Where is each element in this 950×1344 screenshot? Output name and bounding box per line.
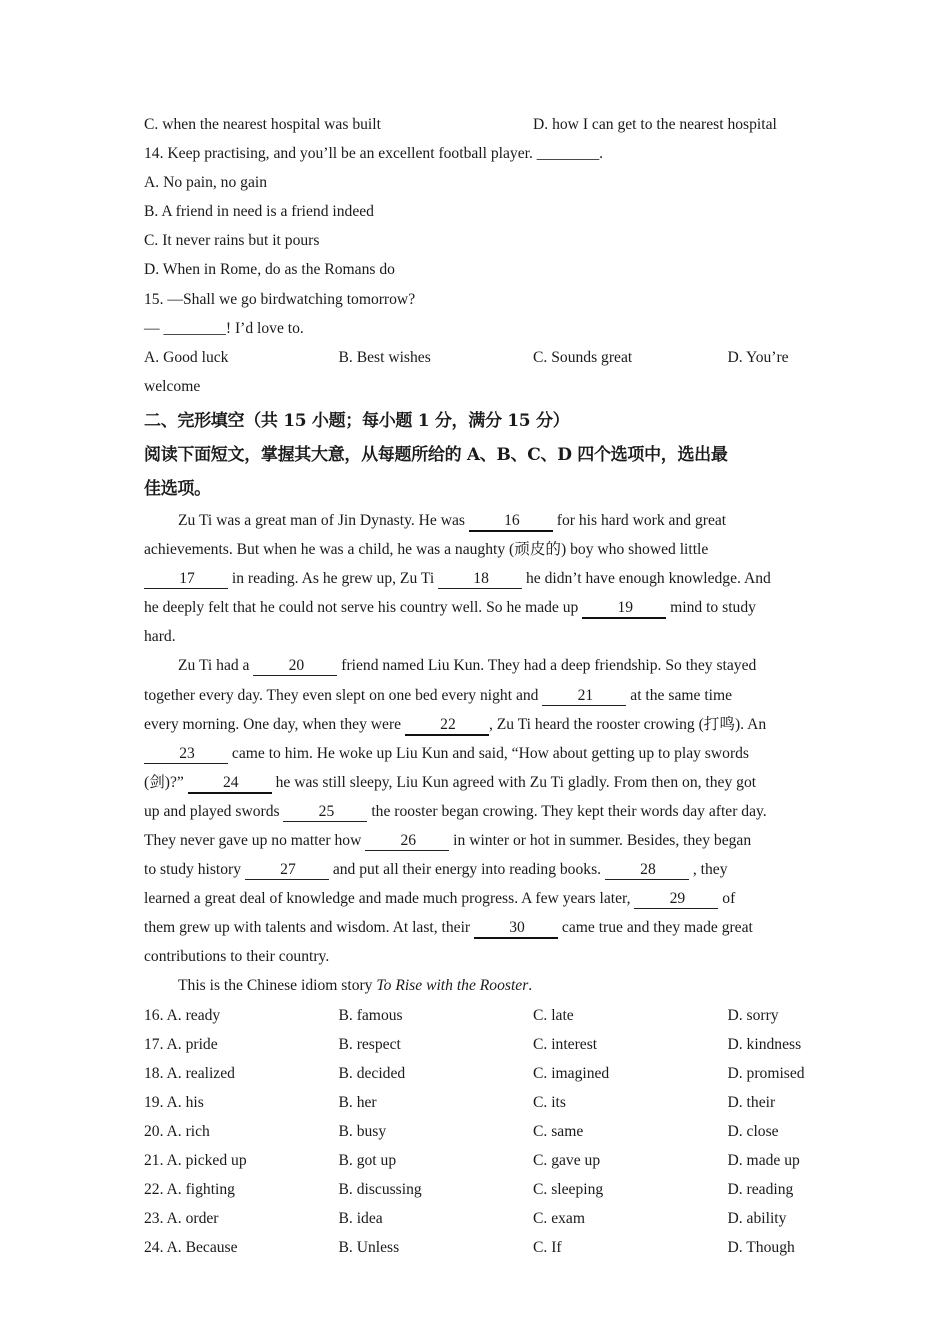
- question-21: [144, 1146, 812, 1175]
- passage-text: came to him. He woke up Liu Kun and said, “How about getting up to play swords: [228, 744, 749, 762]
- passage-line: [144, 739, 812, 768]
- question-19: [144, 1088, 812, 1117]
- section-instruction-cont: 佳选项。: [144, 478, 211, 499]
- passage-line: [144, 593, 812, 622]
- option-c: C. interest: [533, 1035, 598, 1053]
- option-a: 22. A. fighting: [144, 1181, 235, 1199]
- blank-30: 30: [474, 919, 558, 939]
- blank-19: 19: [582, 599, 666, 619]
- passage-paragraph: [144, 506, 812, 651]
- option-b: B. idea: [338, 1210, 383, 1228]
- option-c: C. its: [533, 1093, 566, 1111]
- passage-text: achievements. But when he was a child, he was a naughty (顽皮的) boy who showed little: [144, 541, 709, 559]
- passage-line: [144, 884, 812, 913]
- passage-line: [144, 971, 812, 1000]
- q14-stem: 14. Keep practising, and you’ll be an excellent football player. ________.: [144, 145, 604, 163]
- option-b: B. respect: [338, 1035, 401, 1053]
- passage-text: (剑)?”: [144, 773, 188, 791]
- passage-text: he didn’t have enough knowledge. And: [522, 570, 771, 588]
- blank-22: 22: [405, 716, 489, 736]
- option-d: D. sorry: [727, 1006, 779, 1024]
- option-d: D. Though: [727, 1239, 795, 1257]
- passage-text: , they: [688, 861, 728, 879]
- option-b: B. famous: [338, 1006, 403, 1024]
- q15-option-c: C. Sounds great: [533, 348, 633, 366]
- passage-text: .: [528, 977, 533, 995]
- passage-text: and put all their energy into reading books.: [328, 861, 605, 879]
- option-b: B. discussing: [338, 1181, 422, 1199]
- option-b: B. got up: [338, 1152, 397, 1169]
- option-a: 19. A. his: [144, 1093, 204, 1111]
- cloze-passage: [144, 506, 812, 1001]
- q15-reply: — ________! I’d love to.: [144, 319, 304, 337]
- question-20: [144, 1117, 812, 1146]
- option-a: 21. A. picked up: [144, 1152, 247, 1169]
- section-title: 二、完形填空（共 15 小题；每小题 1 分，满分 15 分）: [144, 410, 570, 431]
- passage-line: [144, 622, 812, 651]
- option-b: B. Unless: [338, 1239, 400, 1257]
- passage-text: up and played swords: [144, 802, 284, 820]
- passage-line: [144, 681, 812, 710]
- option-c: C. same: [533, 1122, 584, 1140]
- option-a: 18. A. realized: [144, 1064, 235, 1082]
- passage-text: together every day. They even slept on one bed every night and: [144, 686, 543, 704]
- blank-29: 29: [634, 890, 718, 909]
- section-instruction: 阅读下面短文，掌握其大意，从每题所给的 A、B、C、D 四个选项中，选出最: [144, 444, 728, 465]
- passage-text: in winter or hot in summer. Besides, they began: [449, 831, 752, 849]
- option-d: D. ability: [727, 1210, 787, 1228]
- passage-text: for his hard work and great: [552, 511, 727, 529]
- blank-20: 20: [253, 657, 337, 676]
- question-16: [144, 1001, 812, 1030]
- q14-option-c: C. It never rains but it pours: [144, 232, 320, 250]
- passage-text: he was still sleepy, Liu Kun agreed with Zu Ti gladly. From then on, they got: [271, 773, 757, 791]
- question-23: [144, 1204, 812, 1233]
- blank-24: 24: [188, 774, 272, 794]
- passage-text: in reading. As he grew up, Zu Ti: [228, 570, 439, 588]
- option-c: C. exam: [533, 1210, 585, 1228]
- option-d: D. kindness: [727, 1035, 802, 1053]
- passage-text: of: [718, 890, 736, 908]
- blank-21: 21: [542, 687, 626, 706]
- passage-text: he deeply felt that he could not serve his country well. So he made up: [144, 599, 583, 617]
- passage-text: mind to study: [666, 599, 756, 617]
- q14-option-b: B. A friend in need is a friend indeed: [144, 203, 374, 221]
- option-c: C. If: [533, 1239, 562, 1257]
- q13-option-d: D. how I can get to the nearest hospital: [533, 116, 777, 133]
- blank-23: 23: [144, 745, 228, 764]
- q15-option-d: D. You’re welcome: [144, 348, 789, 395]
- blank-25: 25: [283, 803, 367, 822]
- blank-26: 26: [365, 832, 449, 851]
- option-a: 17. A. pride: [144, 1035, 218, 1053]
- option-d: D. promised: [727, 1064, 805, 1082]
- passage-text: every morning. One day, when they were: [144, 715, 405, 733]
- question-22: [144, 1175, 812, 1204]
- passage-paragraph: [144, 971, 812, 1000]
- passage-text: at the same time: [626, 686, 733, 704]
- passage-line: [144, 855, 812, 884]
- option-b: B. decided: [338, 1064, 406, 1082]
- passage-line: [144, 768, 812, 797]
- q14-options: [144, 168, 812, 284]
- q15-option-a: A. Good luck: [144, 348, 229, 366]
- passage-text: This is the Chinese idiom story: [178, 977, 377, 995]
- passage-text: to study history: [144, 861, 245, 879]
- passage-line: [144, 535, 812, 564]
- passage-paragraph: [144, 651, 812, 971]
- option-d: D. close: [727, 1122, 779, 1140]
- option-a: 24. A. Because: [144, 1239, 238, 1257]
- passage-text: friend named Liu Kun. They had a deep friendship. So they stayed: [337, 657, 757, 675]
- blank-17: 17: [144, 570, 228, 589]
- q15-options: [144, 343, 812, 401]
- option-a: 16. A. ready: [144, 1006, 221, 1024]
- passage-line: [144, 797, 812, 826]
- blank-18: 18: [438, 570, 522, 589]
- cloze-questions: [144, 1001, 812, 1263]
- question-17: [144, 1030, 812, 1059]
- question-24: [144, 1233, 812, 1262]
- q15-stem: 15. —Shall we go birdwatching tomorrow?: [144, 290, 416, 308]
- passage-text: hard.: [144, 628, 176, 646]
- option-b: B. her: [338, 1093, 377, 1111]
- passage-text: them grew up with talents and wisdom. At last, their: [144, 919, 475, 937]
- passage-text: the rooster began crowing. They kept their words day after day.: [367, 802, 767, 820]
- option-b: B. busy: [338, 1122, 387, 1140]
- option-d: D. made up: [727, 1152, 800, 1169]
- q13-options: [144, 110, 812, 139]
- passage-line: [144, 710, 812, 739]
- passage-line: [144, 942, 812, 971]
- blank-16: 16: [469, 512, 553, 532]
- blank-27: 27: [245, 861, 329, 880]
- passage-line: [144, 564, 812, 593]
- q14-option-a: A. No pain, no gain: [144, 174, 268, 192]
- option-c: C. gave up: [533, 1152, 601, 1169]
- q15-option-b: B. Best wishes: [338, 348, 431, 366]
- question-18: [144, 1059, 812, 1088]
- option-a: 23. A. order: [144, 1210, 219, 1228]
- passage-text: They never gave up no matter how: [144, 831, 366, 849]
- exam-page: [144, 110, 812, 1262]
- option-d: D. reading: [727, 1181, 794, 1199]
- option-c: C. imagined: [533, 1064, 610, 1082]
- passage-line: [144, 913, 812, 942]
- passage-text: contributions to their country.: [144, 948, 330, 966]
- option-c: C. late: [533, 1006, 574, 1024]
- option-a: 20. A. rich: [144, 1122, 210, 1140]
- blank-28: 28: [605, 861, 689, 880]
- idiom-title: To Rise with the Rooster: [376, 977, 529, 995]
- passage-line: [144, 651, 812, 680]
- option-d: D. their: [727, 1093, 776, 1111]
- passage-line: [144, 826, 812, 855]
- passage-text: Zu Ti was a great man of Jin Dynasty. He was: [178, 511, 469, 529]
- passage-text: came true and they made great: [558, 919, 753, 937]
- q13-option-c: C. when the nearest hospital was built: [144, 116, 381, 133]
- passage-text: learned a great deal of knowledge and made much progress. A few years later,: [144, 890, 635, 908]
- passage-text: , Zu Ti heard the rooster crowing (打鸣). An: [488, 715, 767, 733]
- q14-option-d: D. When in Rome, do as the Romans do: [144, 261, 395, 279]
- passage-text: Zu Ti had a: [178, 657, 254, 675]
- passage-line: [144, 506, 812, 535]
- option-c: C. sleeping: [533, 1181, 604, 1199]
